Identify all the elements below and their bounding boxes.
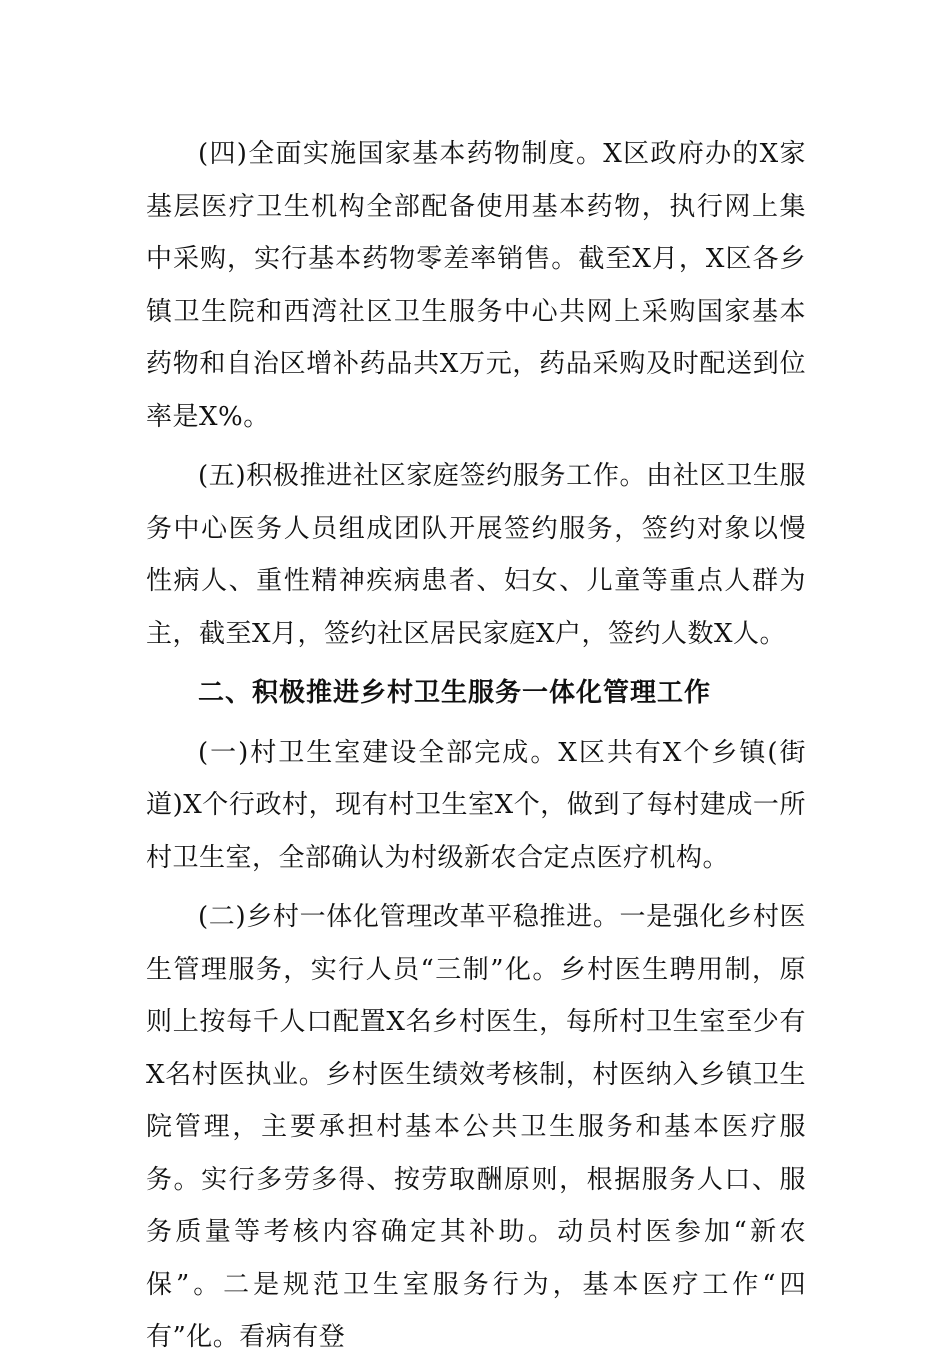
section-heading-2: 二、积极推进乡村卫生服务一体化管理工作 (198, 678, 712, 708)
paragraph-subsection-1: (一)村卫生室建设全部完成。X区共有X个乡镇(街道)X个行政村，现有村卫生室X个，做到了每村建成一所村卫生室，全部确认为村级新农合定点医疗机构。 (146, 737, 806, 873)
paragraph-section-4: (四)全面实施国家基本药物制度。X区政府办的X家基层医疗卫生机构全部配备使用基本药物，执行网上集中采购，实行基本药物零差率销售。截至X月，X区各乡镇卫生院和西湾社区卫生服务中心共网上采购国家基本药物和自治区增补药品共X万元，药品采购及时配送到位率是X%。 (146, 139, 806, 432)
document-page (146, 128, 806, 1364)
paragraph-subsection-2: (二)乡村一体化管理改革平稳推进。一是强化乡村医生管理服务，实行人员“三制”化。乡村医生聘用制，原则上按每千人口配置X名乡村医生，每所村卫生室至少有X名村医执业。乡村医生绩效考核制，村医纳入乡镇卫生院管理，主要承担村基本公共卫生服务和基本医疗服务。实行多劳多得、按劳取酬原则，根据服务人口、服务质量等考核内容确定其补助。动员村医参加“新农保”。二是规范卫生室服务行为，基本医疗工作“四有”化。看病有登 (146, 902, 806, 1352)
paragraph-section-5: (五)积极推进社区家庭签约服务工作。由社区卫生服务中心医务人员组成团队开展签约服务，签约对象以慢性病人、重性精神疾病患者、妇女、儿童等重点人群为主，截至X月，签约社区居民家庭X户，签约人数X人。 (146, 461, 806, 649)
